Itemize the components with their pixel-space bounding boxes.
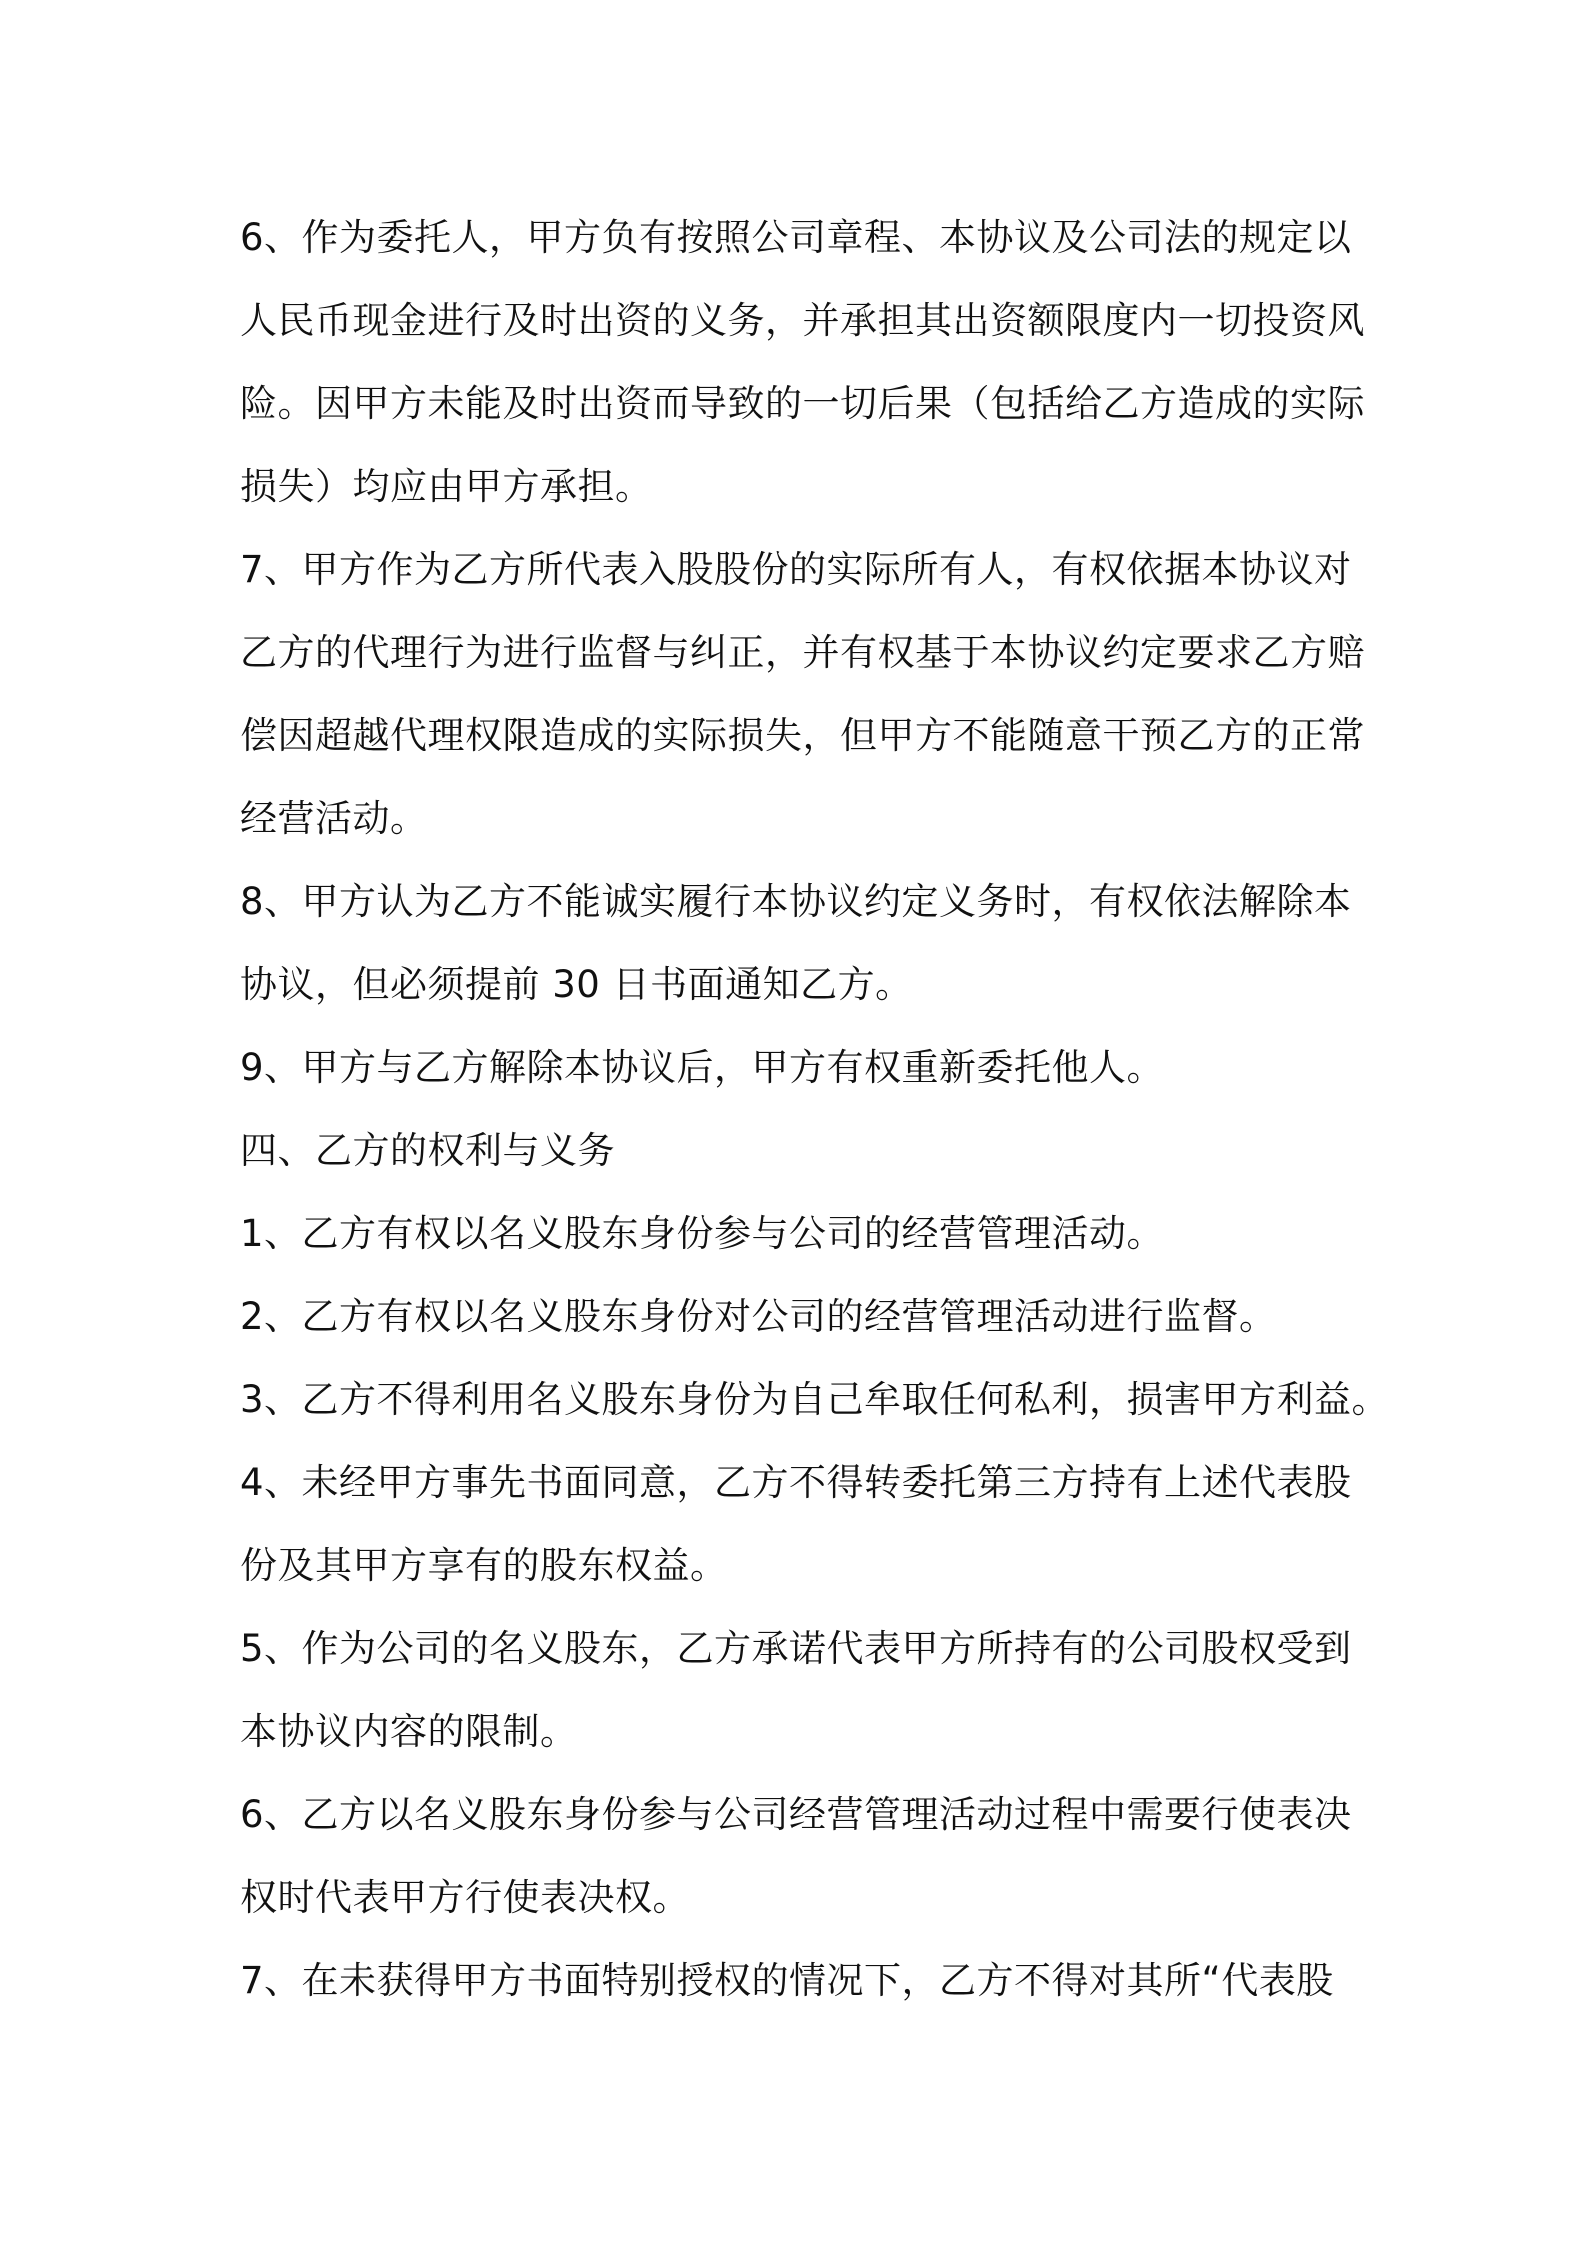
text-line-8: 经营活动。 xyxy=(240,797,428,840)
text-line-16: 4、未经甲方事先书面同意，乙方不得转委托第三方持有上述代表股 xyxy=(240,1461,1352,1504)
text-line-15: 3、乙方不得利用名义股东身份为自己牟取任何私利，损害甲方利益。 xyxy=(240,1378,1390,1421)
text-line-3: 险。因甲方未能及时出资而导致的一切后果（包括给乙方造成的实际 xyxy=(240,382,1365,425)
text-line-19: 本协议内容的限制。 xyxy=(240,1710,578,1753)
text-line-18: 5、作为公司的名义股东，乙方承诺代表甲方所持有的公司股权受到 xyxy=(240,1627,1352,1670)
text-line-1: 6、作为委托人，甲方负有按照公司章程、本协议及公司法的规定以 xyxy=(240,216,1352,259)
text-line-21: 权时代表甲方行使表决权。 xyxy=(240,1876,690,1919)
text-line-2: 人民币现金进行及时出资的义务，并承担其出资额限度内一切投资风 xyxy=(240,299,1365,342)
text-line-9: 8、甲方认为乙方不能诚实履行本协议约定义务时，有权依法解除本 xyxy=(240,880,1352,923)
text-line-10: 协议，但必须提前 30 日书面通知乙方。 xyxy=(240,963,913,1006)
text-line-13: 1、乙方有权以名义股东身份参与公司的经营管理活动。 xyxy=(240,1212,1165,1255)
text-line-22: 7、在未获得甲方书面特别授权的情况下，乙方不得对其所“代表股 xyxy=(240,1959,1334,2002)
document-body xyxy=(240,196,1390,2022)
text-line-14: 2、乙方有权以名义股东身份对公司的经营管理活动进行监督。 xyxy=(240,1295,1277,1338)
text-line-7: 偿因超越代理权限造成的实际损失，但甲方不能随意干预乙方的正常 xyxy=(240,714,1365,757)
text-line-20: 6、乙方以名义股东身份参与公司经营管理活动过程中需要行使表决 xyxy=(240,1793,1352,1836)
text-line-11: 9、甲方与乙方解除本协议后，甲方有权重新委托他人。 xyxy=(240,1046,1165,1089)
text-line-17: 份及其甲方享有的股东权益。 xyxy=(240,1544,728,1587)
text-line-4: 损失）均应由甲方承担。 xyxy=(240,465,653,508)
text-line-5: 7、甲方作为乙方所代表入股股份的实际所有人，有权依据本协议对 xyxy=(240,548,1352,591)
section-heading: 四、乙方的权利与义务 xyxy=(240,1129,615,1172)
text-line-6: 乙方的代理行为进行监督与纠正，并有权基于本协议约定要求乙方赔 xyxy=(240,631,1365,674)
